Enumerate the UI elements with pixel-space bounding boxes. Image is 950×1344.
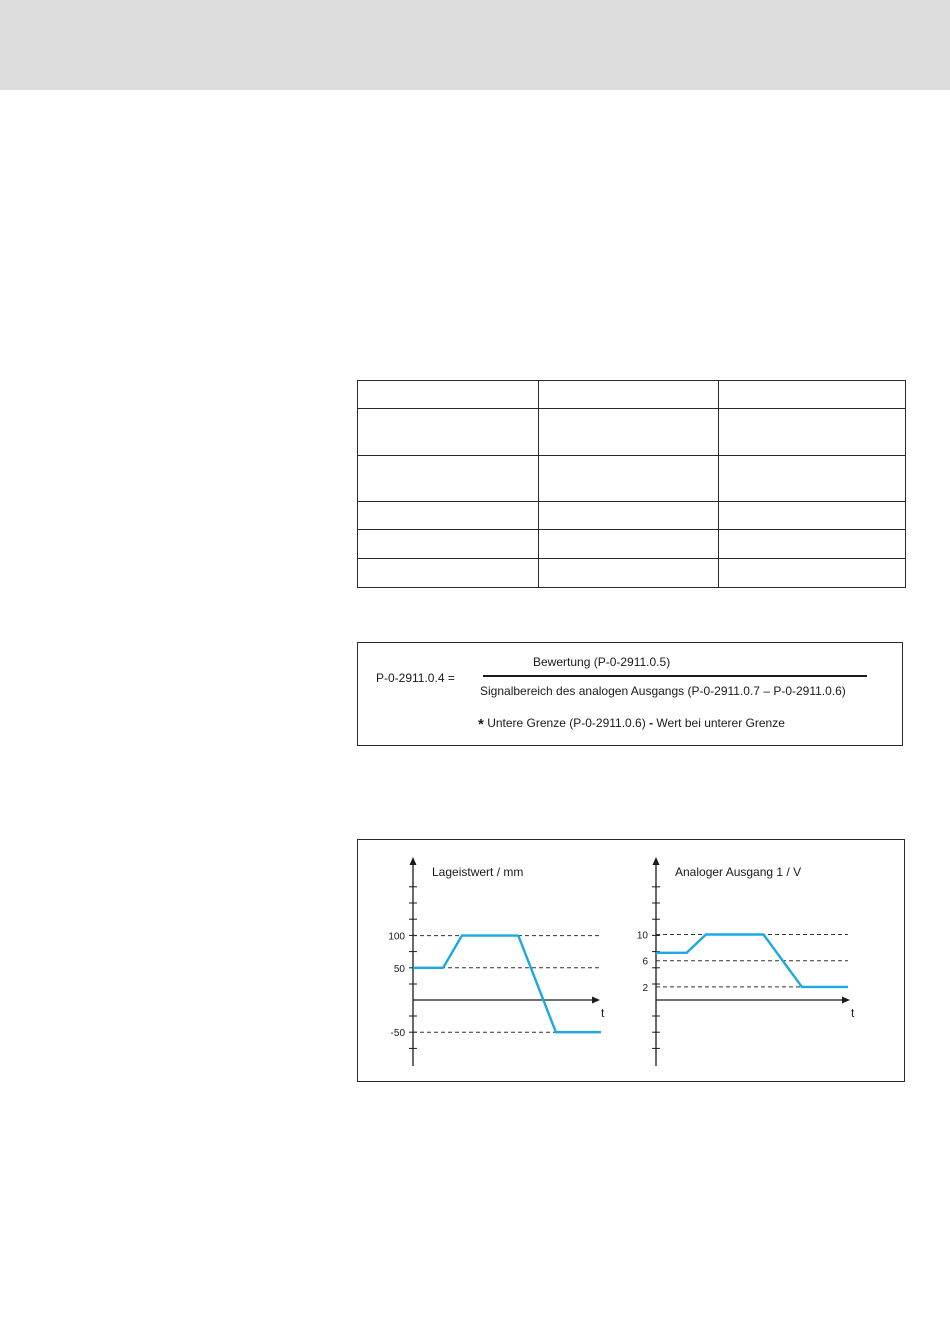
- table-row: [358, 502, 906, 530]
- graph-box: [357, 839, 905, 1082]
- multiply-star: *: [478, 716, 484, 733]
- table-cell: [719, 456, 906, 502]
- y-tick-label: -50: [390, 1028, 405, 1040]
- table-row: [358, 559, 906, 588]
- x-axis-arrow: [842, 997, 850, 1004]
- table-row: [358, 456, 906, 502]
- x-axis-label: t: [601, 1006, 605, 1020]
- table-cell: [719, 502, 906, 530]
- table-cell: [358, 502, 539, 530]
- table-cell: [358, 409, 539, 456]
- y-axis-arrow: [410, 857, 417, 865]
- chart-title: Analoger Ausgang 1 / V: [675, 865, 802, 879]
- table-row: [358, 381, 906, 409]
- table-cell: [539, 530, 719, 559]
- y-axis-arrow: [653, 857, 660, 865]
- table-cell: [539, 409, 719, 456]
- table-cell: [539, 456, 719, 502]
- y-tick-label: 2: [642, 982, 648, 994]
- table-cell: [539, 559, 719, 588]
- table-row: [358, 530, 906, 559]
- formula-note: [478, 716, 785, 733]
- y-tick-label: 100: [388, 931, 405, 943]
- formula-denominator: Signalbereich des analogen Ausgangs (P-0-2911.0.7 – P-0-2911.0.6): [480, 684, 846, 698]
- x-axis-arrow: [592, 997, 600, 1004]
- table-cell: [358, 559, 539, 588]
- table-cell: [539, 381, 719, 409]
- y-tick-label: 6: [642, 956, 648, 968]
- table-row: [358, 409, 906, 456]
- table-cell: [719, 409, 906, 456]
- graphs-svg: [358, 840, 903, 1080]
- formula-note-part2: Wert bei unterer Grenze: [656, 716, 785, 730]
- header-band: [0, 0, 950, 90]
- table-cell: [358, 530, 539, 559]
- formula-note-part1: Untere Grenze (P-0-2911.0.6): [487, 716, 646, 730]
- table-cell: [539, 502, 719, 530]
- parameter-table: [357, 380, 906, 588]
- formula-lhs: P-0-2911.0.4 =: [376, 671, 455, 685]
- series-line: [413, 936, 601, 1033]
- y-tick-label: 50: [393, 963, 405, 975]
- chart-title: Lageistwert / mm: [432, 865, 524, 879]
- table-cell: [719, 559, 906, 588]
- minus-sign: -: [649, 716, 654, 730]
- table-cell: [719, 530, 906, 559]
- table-cell: [358, 456, 539, 502]
- y-tick-label: 10: [636, 930, 648, 942]
- formula-box: [357, 642, 903, 746]
- table-cell: [358, 381, 539, 409]
- table-cell: [719, 381, 906, 409]
- fraction-bar: [483, 675, 867, 677]
- x-axis-label: t: [851, 1006, 855, 1020]
- formula-numerator: Bewertung (P-0-2911.0.5): [533, 655, 671, 669]
